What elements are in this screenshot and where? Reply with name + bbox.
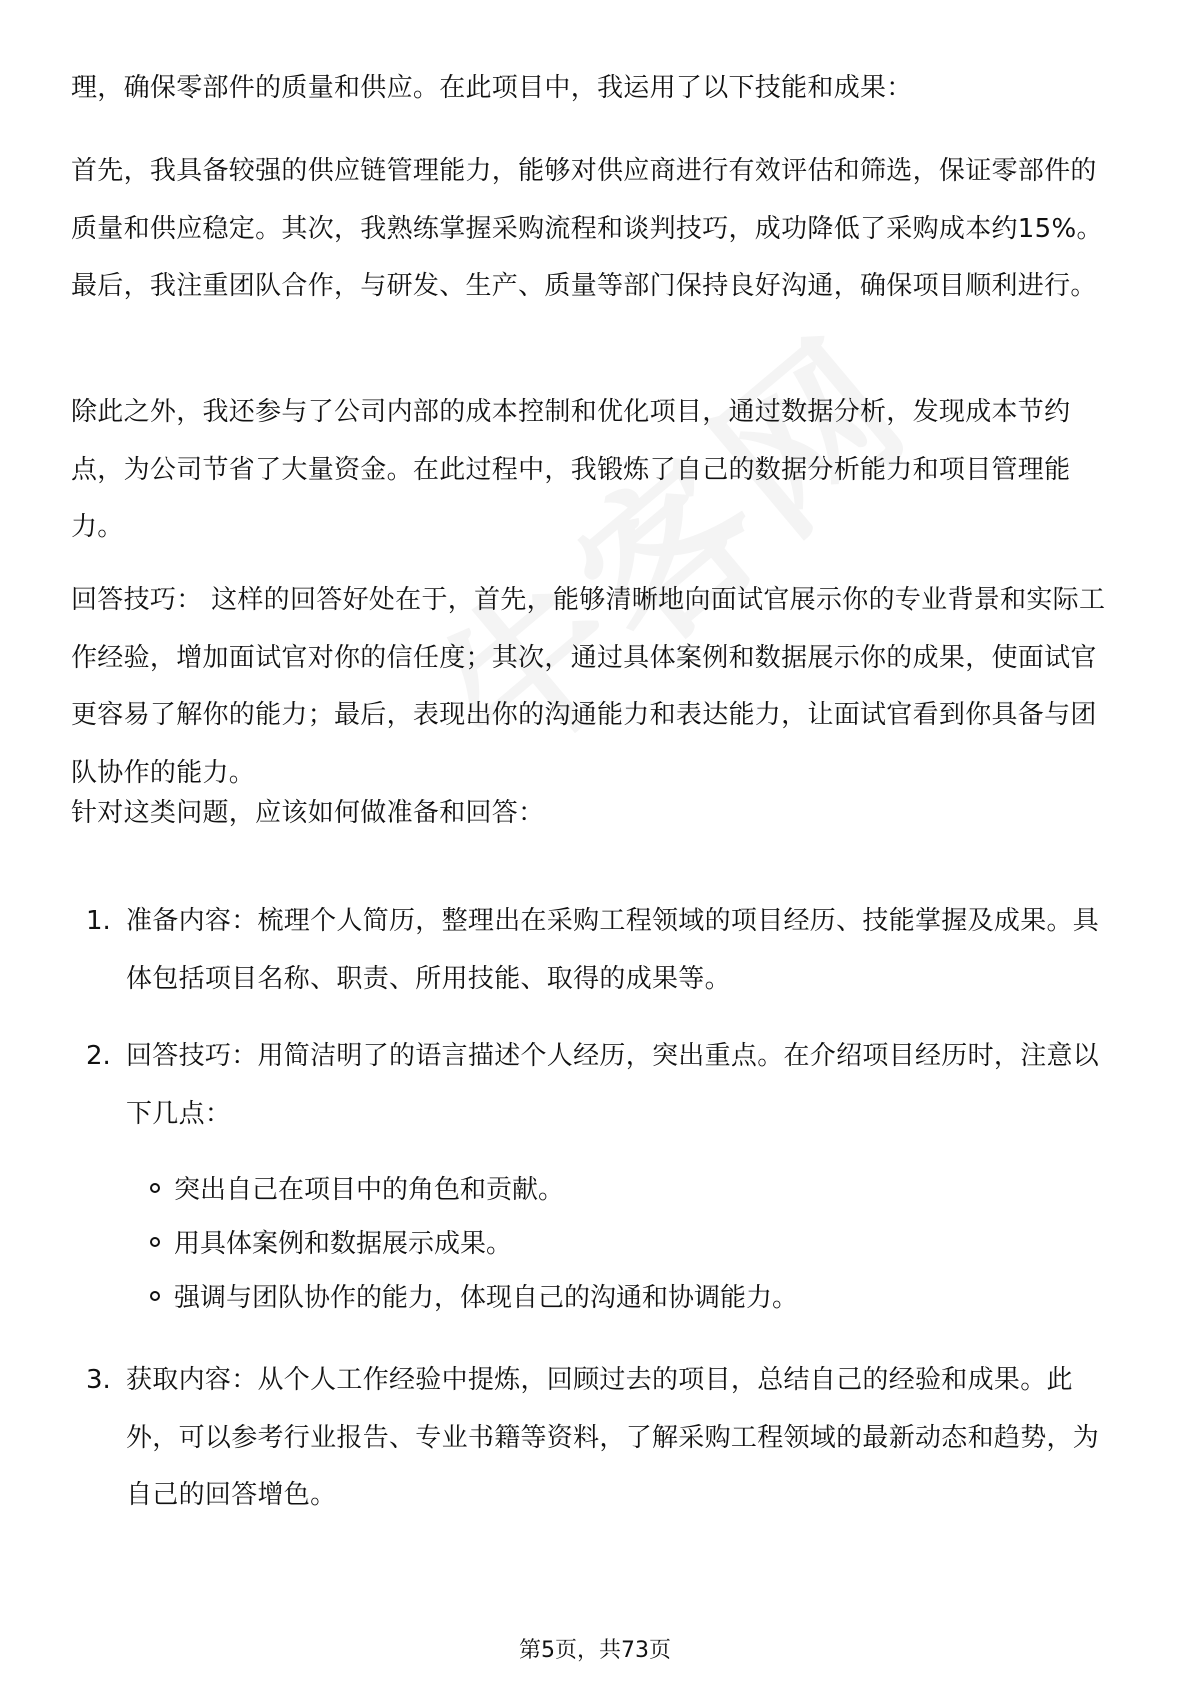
list-item-1	[71, 893, 1121, 1008]
list-item-text: 获取内容：从个人工作经验中提炼，回顾过去的项目，总结自己的经验和成果。此外，可以参考行业报告、专业书籍等资料，了解采购工程领域的最新动态和趋势，为自己的回答增色。	[126, 1365, 1100, 1510]
bullet-item-1	[150, 1162, 1110, 1220]
paragraph-prep-question: 针对这类问题，应该如何做准备和回答：	[71, 798, 545, 828]
bullet-text: 强调与团队协作的能力，体现自己的沟通和协调能力。	[174, 1283, 799, 1313]
circle-bullet-icon	[150, 1237, 160, 1247]
bullet-item-3	[150, 1270, 1110, 1328]
bullet-text: 突出自己在项目中的角色和贡献。	[174, 1175, 565, 1205]
list-number: 1.	[86, 906, 111, 936]
paragraph-intro: 理，确保零部件的质量和供应。在此项目中，我运用了以下技能和成果：	[71, 73, 913, 103]
paragraph-cost-control: 除此之外，我还参与了公司内部的成本控制和优化项目，通过数据分析，发现成本节约点，为公司节省了大量资金。在此过程中，我锻炼了自己的数据分析能力和项目管理能力。	[71, 397, 1071, 542]
list-item-text: 准备内容：梳理个人简历，整理出在采购工程领域的项目经历、技能掌握及成果。具体包括项目名称、职责、所用技能、取得的成果等。	[126, 906, 1100, 994]
list-number: 2.	[86, 1041, 111, 1071]
list-item-3	[71, 1352, 1121, 1525]
page-footer: 第5页，共73页	[519, 1638, 671, 1663]
bullet-text: 用具体案例和数据展示成果。	[174, 1229, 513, 1259]
bullet-item-2	[150, 1216, 1110, 1274]
paragraph-answer-tips: 回答技巧： 这样的回答好处在于，首先，能够清晰地向面试官展示你的专业背景和实际工作经验，增加面试官对你的信任度；其次，通过具体案例和数据展示你的成果，使面试官更容易了解你的能力；最后，表现出你的沟通能力和表达能力，让面试官看到你具备与团队协作的能力。	[71, 585, 1106, 788]
circle-bullet-icon	[150, 1291, 160, 1301]
paragraph-skills: 首先，我具备较强的供应链管理能力，能够对供应商进行有效评估和筛选，保证零部件的质量和供应稳定。其次，我熟练掌握采购流程和谈判技巧，成功降低了采购成本约15%。最后，我注重团队合作，与研发、生产、质量等部门保持良好沟通，确保项目顺利进行。	[71, 156, 1103, 301]
list-number: 3.	[86, 1365, 111, 1395]
list-item-2	[71, 1028, 1121, 1143]
circle-bullet-icon	[150, 1183, 160, 1193]
list-item-text: 回答技巧：用简洁明了的语言描述个人经历，突出重点。在介绍项目经历时，注意以下几点：	[126, 1041, 1100, 1129]
